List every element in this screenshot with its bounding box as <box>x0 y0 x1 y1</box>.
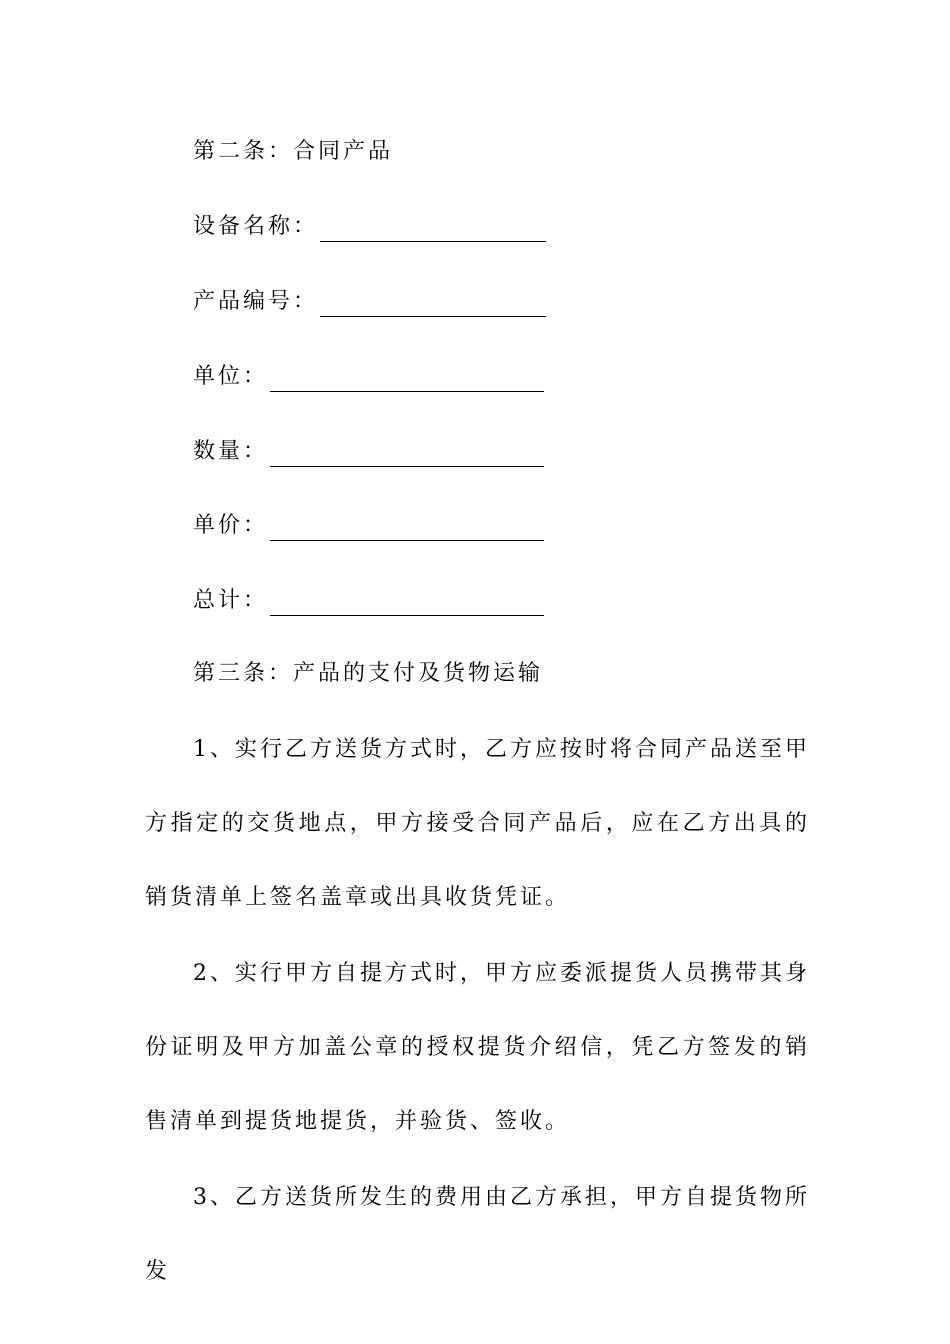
clause-1: 1、实行乙方送货方式时，乙方应按时将合同产品送至甲方指定的交货地点，甲方接受合同产品后，应在乙方出具的销货清单上签名盖章或出具收货凭证。 <box>145 737 810 910</box>
field-blank-line <box>320 294 546 317</box>
field-quantity <box>193 437 544 467</box>
field-blank-line <box>270 593 544 616</box>
field-blank-line <box>320 219 546 242</box>
field-unit-price <box>193 511 544 541</box>
field-unit <box>193 362 544 392</box>
field-blank-line <box>270 518 544 541</box>
field-label: 设备名称： <box>193 214 319 239</box>
clause-2: 2、实行甲方自提方式时，甲方应委派提货人员携带其身份证明及甲方加盖公章的授权提货介绍信，凭乙方签发的销售清单到提货地提货，并验货、签收。 <box>145 961 810 1134</box>
field-product-number <box>193 287 546 317</box>
field-label: 总计： <box>193 588 269 613</box>
field-label: 单位： <box>193 364 269 389</box>
field-blank-line <box>270 369 544 392</box>
field-equipment-name <box>193 212 546 242</box>
article-2-heading: 第二条：合同产品 <box>193 139 394 164</box>
article-3-heading: 第三条：产品的支付及货物运输 <box>193 661 544 686</box>
field-blank-line <box>270 444 544 467</box>
field-label: 数量： <box>193 439 269 464</box>
field-label: 单价： <box>193 513 269 538</box>
field-total <box>193 586 544 616</box>
field-label: 产品编号： <box>193 289 319 314</box>
clause-3: 3、乙方送货所发生的费用由乙方承担，甲方自提货物所发 <box>145 1185 810 1284</box>
